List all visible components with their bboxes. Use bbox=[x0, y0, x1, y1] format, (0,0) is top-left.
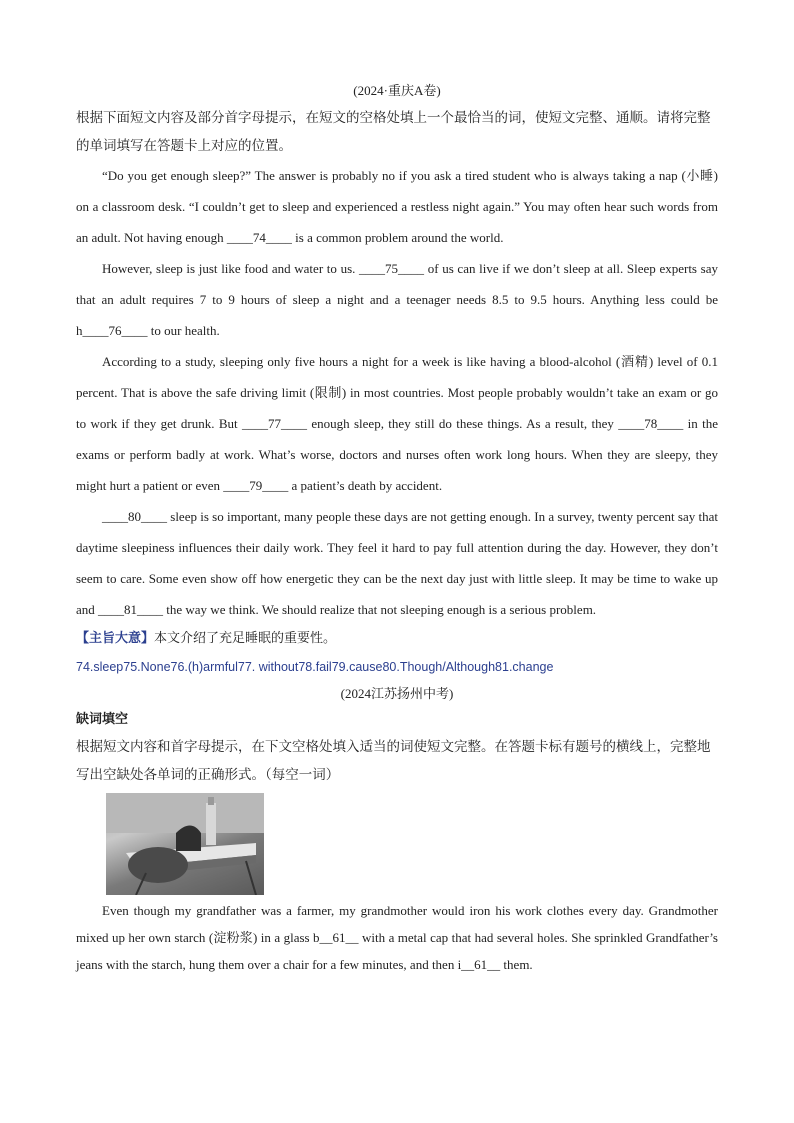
section2-source: (2024江苏扬州中考) bbox=[340, 686, 454, 701]
section2-paragraph-1: Even though my grandfather was a farmer, my grandmother would iron his work clothes every day. Grandmother mixed up her own starch (淀粉浆) in a glass b__61__ with a metal cap that had several holes. She sprinkled Grandfather’s jeans with the starch, hung them over a chair for a few minutes, and then i__61__ them. bbox=[76, 903, 718, 972]
section1-instruction: 根据下面短文内容及部分首字母提示，在短文的空格处填上一个最恰当的词，使短文完整、通顺。请将完整的单词填写在答题卡上对应的位置。 bbox=[76, 110, 711, 154]
main-idea-tag: 【主旨大意】 bbox=[76, 631, 155, 646]
answer-key: 74.sleep75.None76.(h)armful77. without78.fail79.cause80.Though/Although81.change bbox=[76, 660, 554, 674]
section1-paragraph-4: ____80____ sleep is so important, many people these days are not getting enough. In a survey, twenty percent say that daytime sleepiness influences their daily work. They feel it hard to pay full attention during the day. However, they don’t seem to care. Some even show off how energetic they can be the next day just with little sleep. It may be time to wake up and ____81____ the way we think. We should realize that not sleeping enough is a serious problem. bbox=[76, 509, 718, 617]
section1-paragraph-3: According to a study, sleeping only five hours a night for a week is like having a blood-alcohol (酒精) level of 0.1 percent. That is above the safe driving limit (限制) in most countries. Most people probably wouldn’t take an exam or go to work if they get drunk. But ____77____ enough sleep, they still do these things. As a result, they ____78____ in the exams or perform badly at work. What’s worse, doctors and nurses often work long hours. When they are sleepy, they might hurt a patient or even ____79____ a patient’s death by accident. bbox=[76, 354, 718, 493]
document-page bbox=[76, 78, 718, 978]
section1-source: (2024·重庆A卷) bbox=[353, 83, 441, 98]
main-idea-text: 本文介绍了充足睡眠的重要性。 bbox=[154, 631, 337, 646]
section2-instruction: 根据短文内容和首字母提示，在下文空格处填入适当的词使短文完整。在答题卡标有题号的横线上，完整地写出空缺处各单词的正确形式。（每空一词） bbox=[76, 739, 711, 783]
section1-paragraph-2: However, sleep is just like food and water to us. ____75____ of us can live if we don’t sleep at all. Sleep experts say that an adult requires 7 to 9 hours of sleep a night and a teenager needs 8.5 to 9.5 hours. Anything less could be h____76____ to our health. bbox=[76, 261, 718, 338]
main-idea bbox=[76, 625, 718, 653]
iron-on-table-photo bbox=[106, 793, 264, 895]
section2-heading: 缺词填空 bbox=[76, 712, 129, 727]
section1-paragraph-1: “Do you get enough sleep?” The answer is probably no if you ask a tired student who is always taking a nap (小睡) on a classroom desk. “I couldn’t get to sleep and experienced a restless night again.” You may often hear such words from an adult. Not having enough ____74____ is a common problem around the world. bbox=[76, 168, 718, 245]
